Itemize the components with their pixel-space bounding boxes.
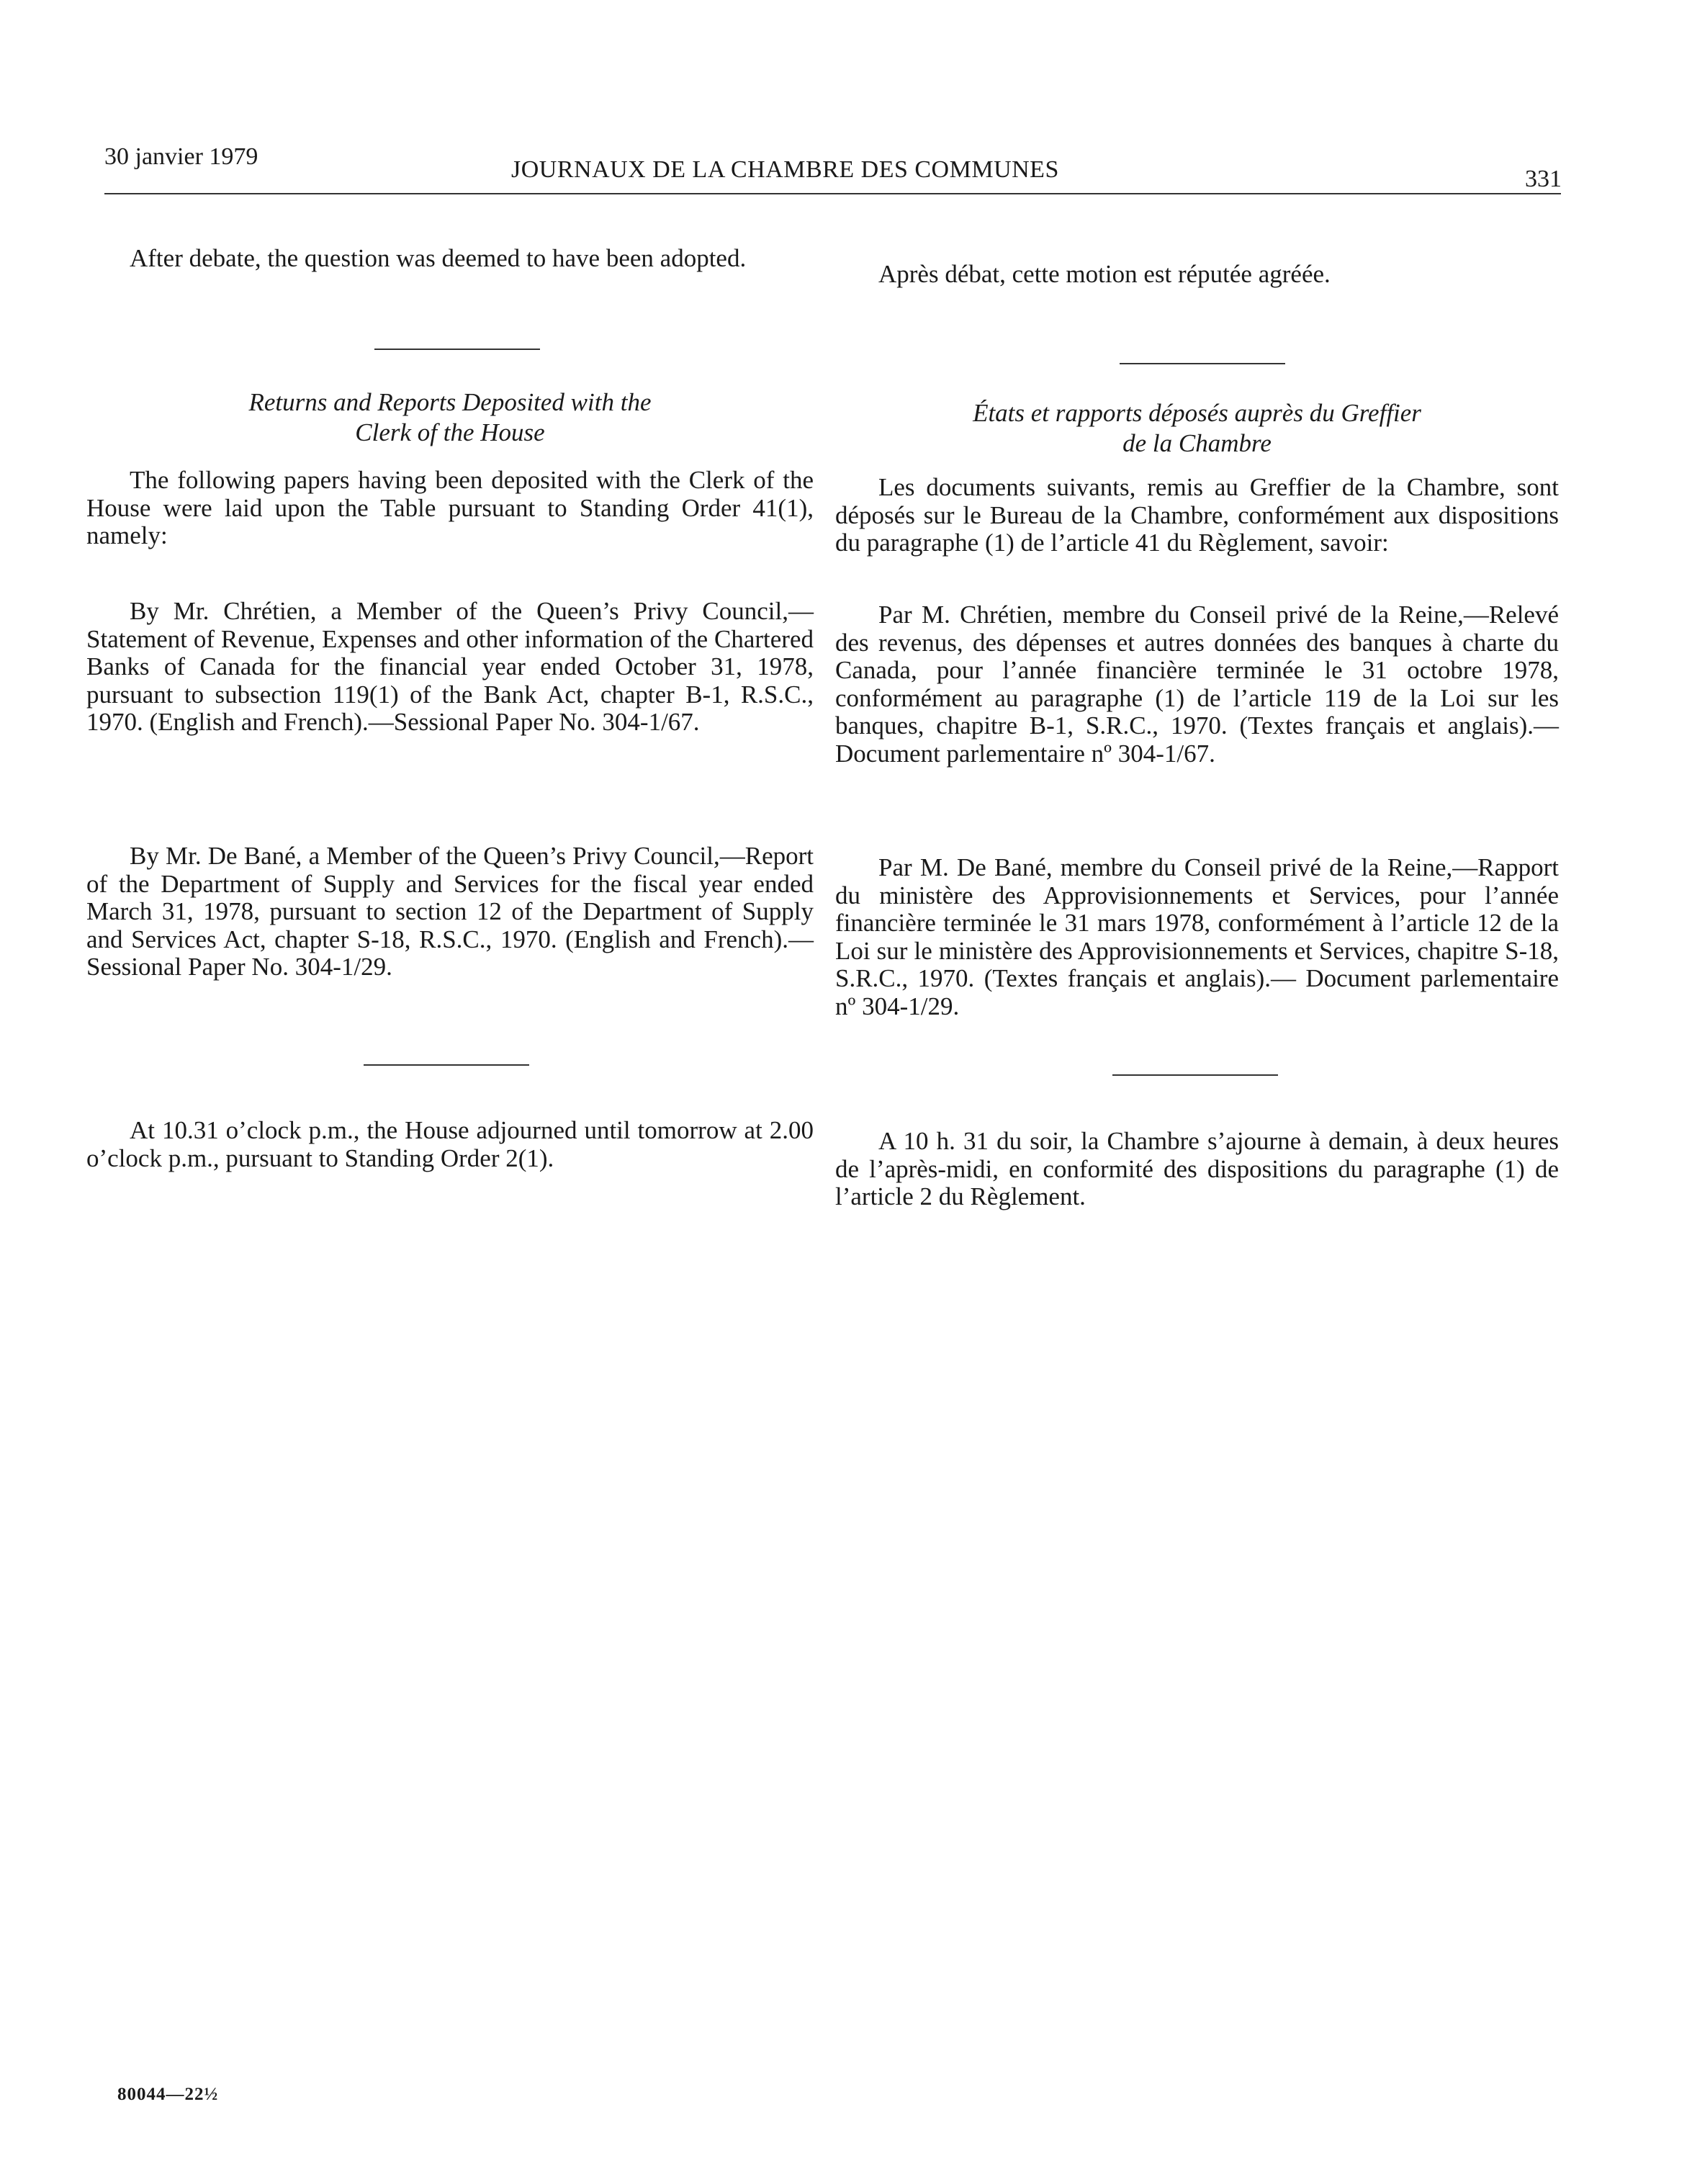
en-heading-line-1: Returns and Reports Deposited with the xyxy=(248,388,652,416)
header-title: JOURNAUX DE LA CHAMBRE DES COMMUNES xyxy=(511,156,1059,183)
en-separator-1 xyxy=(374,349,540,350)
en-separator-2 xyxy=(364,1064,529,1066)
en-intro-paragraph: The following papers having been deposited with the Clerk of the House were laid upon the Table pursuant to Standing Order 41(1), namely: xyxy=(86,466,814,549)
fr-heading-line-1: États et rapports déposés auprès du Greffier xyxy=(973,399,1421,427)
fr-debane-paragraph: Par M. De Bané, membre du Conseil privé de la Reine,—Rapport du ministère des Approvisionnements et Services, pour l’année financière terminée le 31 mars 1978, conformément à l’article 12 de la Loi sur le ministère des Approvisionnements et Services, chapitre S-18, S.R.C., 1970. (Textes français et anglais).— Document parlementaire nº 304-1/29. xyxy=(835,853,1559,1020)
en-debane-paragraph: By Mr. De Bané, a Member of the Queen’s Privy Council,—Report of the Department of Supply and Services for the fiscal year ended March 31, 1978, pursuant to section 12 of the Department of Supply and Services Act, chapter S-18, R.S.C., 1970. (English and French).—Sessional Paper No. 304-1/29. xyxy=(86,842,814,981)
footer-code: 80044—22½ xyxy=(117,2085,219,2104)
page-number: 331 xyxy=(1525,166,1562,192)
header-rule xyxy=(104,193,1561,194)
en-adjourn-paragraph: At 10.31 o’clock p.m., the House adjourned until tomorrow at 2.00 o’clock p.m., pursuant to Standing Order 2(1). xyxy=(86,1116,814,1172)
fr-debate-paragraph: Après débat, cette motion est réputée agréée. xyxy=(878,260,1331,288)
fr-adjourn-paragraph: A 10 h. 31 du soir, la Chambre s’ajourne à demain, à deux heures de l’après-midi, en conformité des dispositions du paragraphe (1) de l’article 2 du Règlement. xyxy=(835,1127,1559,1210)
fr-heading-line-2: de la Chambre xyxy=(1122,429,1272,457)
header-date: 30 janvier 1979 xyxy=(104,143,258,170)
fr-chretien-paragraph: Par M. Chrétien, membre du Conseil privé de la Reine,—Relevé des revenus, des dépenses et autres données des banques à charte du Canada, pour l’année financière terminée le 31 octobre 1978, conformément au paragraphe (1) de l’article 119 de la Loi sur les banques, chapitre B-1, S.R.C., 1970. (Textes français et anglais).—Document parlementaire nº 304-1/67. xyxy=(835,601,1559,768)
fr-intro-paragraph: Les documents suivants, remis au Greffier de la Chambre, sont déposés sur le Bureau de la Chambre, conformément aux dispositions du paragraphe (1) de l’article 41 du Règlement, savoir: xyxy=(835,473,1559,557)
en-chretien-paragraph: By Mr. Chrétien, a Member of the Queen’s Privy Council,—Statement of Revenue, Expenses and other information of the Chartered Banks of Canada for the financial year ended October 31, 1978, pursuant to subsection 119(1) of the Bank Act, chapter B-1, R.S.C., 1970. (English and French).—Sessional Paper No. 304-1/67. xyxy=(86,597,814,736)
en-debate-paragraph: After debate, the question was deemed to have been adopted. xyxy=(130,244,747,272)
fr-section-heading xyxy=(835,398,1559,459)
en-section-heading xyxy=(86,387,814,448)
en-heading-line-2: Clerk of the House xyxy=(355,418,545,446)
fr-separator-1 xyxy=(1120,363,1285,364)
fr-separator-2 xyxy=(1112,1074,1278,1076)
